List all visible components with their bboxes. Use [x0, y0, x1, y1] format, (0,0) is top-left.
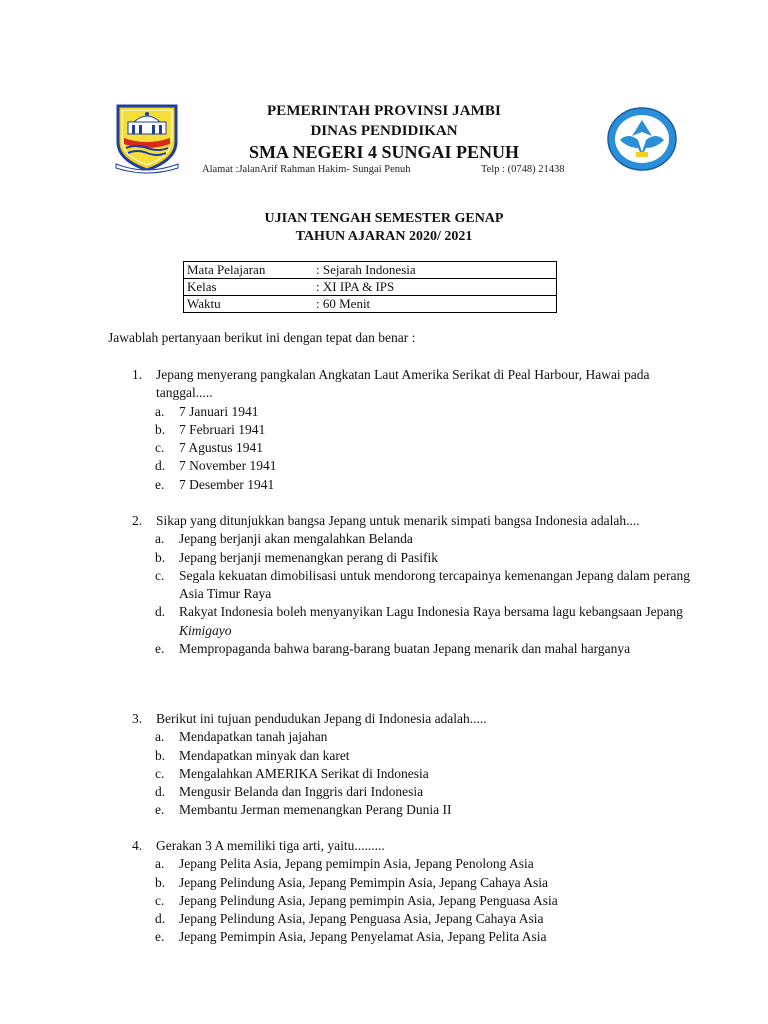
option-text: 7 November 1941 [179, 458, 277, 474]
question-1 [132, 366, 692, 494]
list-item [132, 910, 692, 928]
option-text: Jepang Pelindung Asia, Jepang Pemimpin Asia, Jepang Cahaya Asia [179, 874, 548, 890]
option-letter: c. [155, 567, 165, 583]
list-item [132, 439, 692, 457]
question-number: 3. [132, 711, 143, 726]
question-text: Gerakan 3 A memiliki tiga arti, yaitu......... [156, 838, 385, 853]
list-item [132, 603, 692, 640]
info-key: Kelas [184, 279, 314, 296]
option-letter: d. [155, 458, 166, 474]
list-item [132, 892, 692, 910]
option-text: Mempropaganda bahwa barang-barang buatan Jepang menarik dan mahal harganya [179, 641, 631, 657]
option-text: Jepang berjanji akan mengalahkan Belanda [179, 531, 413, 547]
school-name: SMA NEGERI 4 SUNGAI PENUH [248, 142, 520, 162]
option-text: Segala kekuatan dimobilisasi untuk mendorong tercapainya kemenangan Jepang dalam perang Asia Timur Raya [179, 567, 690, 602]
option-text: 7 Desember 1941 [179, 476, 275, 492]
option-letter: b. [155, 421, 166, 437]
list-item [132, 640, 692, 658]
option-letter: a. [155, 729, 165, 745]
option-text: Jepang Pelindung Asia, Jepang pemimpin Asia, Jepang Penguasa Asia [179, 892, 558, 908]
option-letter: c. [155, 892, 165, 908]
list-item [132, 765, 692, 783]
option-text: 7 Januari 1941 [179, 403, 259, 419]
song-title: Kimigayo [179, 622, 232, 638]
list-item [132, 874, 692, 892]
list-item [132, 403, 692, 421]
option-text: 7 Agustus 1941 [179, 440, 264, 456]
question-number: 1. [132, 367, 143, 382]
option-text: Mengalahkan AMERIKA Serikat di Indonesia [179, 765, 429, 781]
option-list [132, 728, 692, 819]
table-row [184, 262, 557, 279]
option-letter: e. [155, 476, 165, 492]
question-4 [132, 837, 692, 947]
list-item [132, 421, 692, 439]
option-letter: c. [155, 440, 165, 456]
instruction-text: Jawablah pertanyaan berikut ini dengan tepat dan benar : [108, 330, 416, 345]
list-item [132, 801, 692, 819]
option-letter: e. [155, 802, 165, 818]
option-text: Mendapatkan minyak dan karet [179, 747, 350, 763]
list-item [132, 549, 692, 567]
option-letter: d. [155, 604, 166, 620]
government-name: PEMERINTAH PROVINSI JAMBI [267, 103, 501, 119]
option-text: Mendapatkan tanah jajahan [179, 729, 328, 745]
option-text: Jepang Pelindung Asia, Jepang Penguasa Asia, Jepang Cahaya Asia [179, 911, 544, 927]
option-letter: d. [155, 784, 166, 800]
exam-title: UJIAN TENGAH SEMESTER GENAP [264, 211, 504, 226]
info-key: Mata Pelajaran [184, 262, 314, 279]
academic-year: TAHUN AJARAN 2020/ 2021 [295, 229, 473, 244]
info-value: : Sejarah Indonesia [313, 262, 557, 279]
school-phone: Telp : (0748) 21438 [481, 164, 565, 175]
list-item [132, 783, 692, 801]
info-value: : XI IPA & IPS [313, 279, 557, 296]
option-letter: a. [155, 403, 165, 419]
list-item [132, 530, 692, 548]
option-text: 7 Februari 1941 [179, 421, 266, 437]
list-item [132, 476, 692, 494]
school-address: Alamat :JalanArif Rahman Hakim- Sungai Penuh [202, 164, 411, 175]
question-text: Sikap yang ditunjukkan bangsa Jepang untuk menarik simpati bangsa Indonesia adalah.... [156, 513, 640, 528]
option-letter: b. [155, 549, 166, 565]
option-text: Jepang Pemimpin Asia, Jepang Penyelamat Asia, Jepang Pelita Asia [179, 929, 547, 945]
question-number: 2. [132, 513, 143, 528]
option-text: Membantu Jerman memenangkan Perang Dunia II [179, 802, 452, 818]
question-3 [132, 710, 692, 820]
option-text: Mengusir Belanda dan Inggris dari Indonesia [179, 784, 424, 800]
question-number: 4. [132, 838, 143, 853]
tut-wuri-handayani-emblem-icon [606, 106, 678, 172]
option-list [132, 403, 692, 494]
option-letter: a. [155, 531, 165, 547]
exam-info-table [183, 261, 557, 313]
option-text: Rakyat Indonesia boleh menyanyikan Lagu Indonesia Raya bersama lagu kebangsaan Jepang [179, 604, 683, 620]
list-item [132, 728, 692, 746]
option-list [132, 530, 692, 658]
list-item [132, 567, 692, 604]
list-item [132, 855, 692, 873]
option-letter: b. [155, 747, 166, 763]
option-letter: b. [155, 874, 166, 890]
table-row [184, 279, 557, 296]
option-text: Jepang Pelita Asia, Jepang pemimpin Asia, Jepang Penolong Asia [179, 856, 534, 872]
list-item [132, 457, 692, 475]
option-letter: e. [155, 641, 165, 657]
info-value: : 60 Menit [313, 296, 557, 313]
department-name: DINAS PENDIDIKAN [310, 123, 458, 139]
list-item [132, 928, 692, 946]
table-row [184, 296, 557, 313]
option-text: Jepang berjanji memenangkan perang di Pasifik [179, 549, 439, 565]
question-text: Berikut ini tujuan pendudukan Jepang di Indonesia adalah..... [156, 711, 487, 726]
option-list [132, 855, 692, 946]
info-key: Waktu [184, 296, 314, 313]
option-letter: a. [155, 856, 165, 872]
list-item [132, 747, 692, 765]
question-2 [132, 512, 692, 658]
option-letter: d. [155, 911, 166, 927]
question-text: Jepang menyerang pangkalan Angkatan Laut Amerika Serikat di Peal Harbour, Hawai pada tanggal..... [156, 367, 650, 401]
option-letter: e. [155, 929, 165, 945]
option-letter: c. [155, 765, 165, 781]
